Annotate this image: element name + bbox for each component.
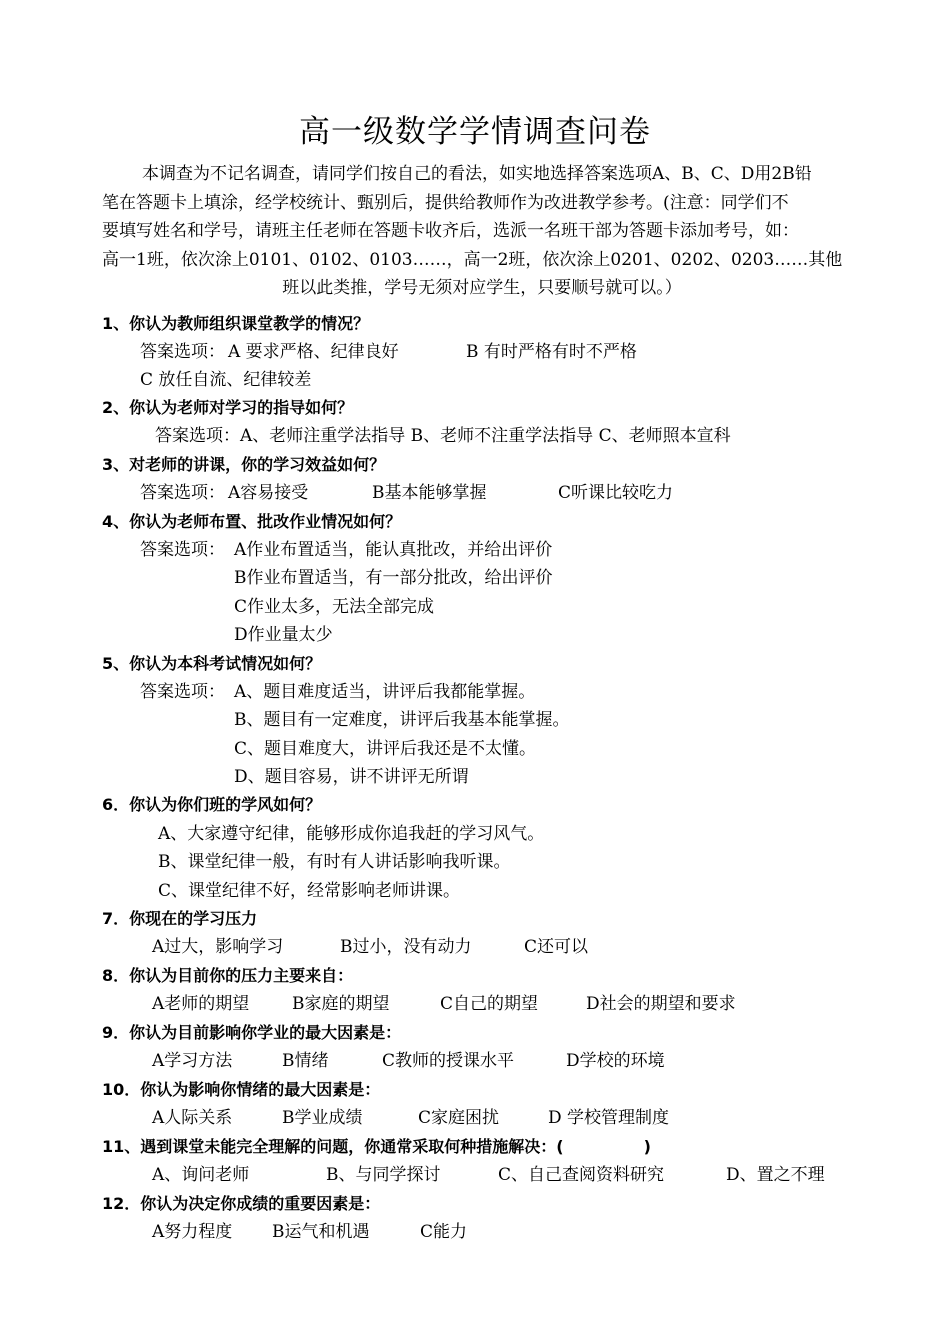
option-b: B基本能够掌握 bbox=[372, 483, 487, 503]
question-5: 5、你认为本科考试情况如何？ bbox=[102, 654, 322, 673]
question-11: 11、遇到课堂未能完全理解的问题，你通常采取何种措施解决：( ) bbox=[102, 1137, 651, 1156]
option-c: C还可以 bbox=[524, 937, 589, 957]
option-b: B学业成绩 bbox=[282, 1108, 363, 1128]
option-b: B过小，没有动力 bbox=[340, 937, 472, 957]
option-d: D社会的期望和要求 bbox=[586, 994, 736, 1014]
question-8: 8．你认为目前你的压力主要来自： bbox=[102, 966, 354, 985]
question-2: 2、你认为老师对学习的指导如何？ bbox=[102, 398, 354, 417]
option-c: C 放任自流、纪律较差 bbox=[140, 370, 312, 390]
option-c: C教师的授课水平 bbox=[382, 1051, 515, 1071]
option-c: C、自己查阅资料研究 bbox=[498, 1165, 665, 1185]
option-a: A老师的期望 bbox=[152, 994, 250, 1014]
option-b: B情绪 bbox=[282, 1051, 329, 1071]
option-d: D学校的环境 bbox=[566, 1051, 665, 1071]
question-3: 3、对老师的讲课，你的学习效益如何？ bbox=[102, 455, 386, 474]
intro-line: 笔在答题卡上填涂，经学校统计、甄别后，提供给教师作为改进教学参考。(注意：同学们不 bbox=[102, 192, 789, 213]
option-b: B 有时严格有时不严格 bbox=[466, 342, 637, 362]
option-a: A过大，影响学习 bbox=[152, 937, 284, 957]
option-a: A容易接受 bbox=[228, 483, 309, 503]
option-c: C家庭困扰 bbox=[418, 1108, 500, 1128]
question-1: 1、你认为教师组织课堂教学的情况？ bbox=[102, 314, 370, 333]
option-d: D、题目容易，讲不讲评无所谓 bbox=[234, 767, 469, 787]
option-c: C听课比较吃力 bbox=[558, 483, 674, 503]
answer-prefix: 答案选项： bbox=[140, 682, 225, 702]
option-c: C能力 bbox=[420, 1222, 468, 1242]
option-d: D作业量太少 bbox=[234, 625, 333, 645]
option-c: C作业太多，无法全部完成 bbox=[234, 597, 435, 617]
page-title: 高一级数学学情调查问卷 bbox=[299, 114, 651, 150]
option-d: D、置之不理 bbox=[726, 1165, 825, 1185]
option-b: B、题目有一定难度，讲评后我基本能掌握。 bbox=[234, 710, 570, 730]
intro-paragraph bbox=[102, 160, 862, 303]
option-c: C、题目难度大，讲评后我还是不太懂。 bbox=[234, 739, 537, 759]
question-4: 4、你认为老师布置、批改作业情况如何？ bbox=[102, 512, 402, 531]
intro-line: 班以此类推，学号无须对应学生，只要顺号就可以。） bbox=[282, 278, 682, 298]
option-a: A努力程度 bbox=[152, 1222, 233, 1242]
question-9: 9．你认为目前影响你学业的最大因素是： bbox=[102, 1023, 402, 1042]
question-10: 10．你认为影响你情绪的最大因素是： bbox=[102, 1080, 381, 1099]
answer-prefix: 答案选项： bbox=[140, 540, 225, 560]
question-7: 7．你现在的学习压力 bbox=[102, 909, 258, 928]
intro-line: 本调查为不记名调查，请同学们按自己的看法，如实地选择答案选项A、B、C、D用2B铅 bbox=[142, 164, 812, 184]
question-12: 12．你认为决定你成绩的重要因素是： bbox=[102, 1194, 381, 1213]
intro-line: 高一1班，依次涂上0101、0102、0103……，高一2班，依次涂上0201、0202、0203……其他 bbox=[102, 249, 843, 270]
option-a: A、询问老师 bbox=[152, 1165, 250, 1185]
option-a: A学习方法 bbox=[152, 1051, 233, 1071]
answer-prefix: 答案选项： bbox=[140, 342, 225, 362]
option-b: B作业布置适当，有一部分批改，给出评价 bbox=[234, 568, 553, 588]
option-a: A作业布置适当，能认真批改，并给出评价 bbox=[234, 540, 553, 560]
option-b: B家庭的期望 bbox=[292, 994, 390, 1014]
option-a: A、题目难度适当，讲评后我都能掌握。 bbox=[234, 682, 536, 702]
intro-line: 要填写姓名和学号，请班主任老师在答题卡收齐后，选派一名班干部为答题卡添加考号，如： bbox=[102, 221, 799, 241]
option-a: A、大家遵守纪律，能够形成你追我赶的学习风气。 bbox=[158, 824, 545, 844]
options-line: 答案选项：A、老师注重学法指导 B、老师不注重学法指导 C、老师照本宣科 bbox=[155, 426, 731, 446]
option-c: C自己的期望 bbox=[440, 994, 539, 1014]
answer-prefix: 答案选项： bbox=[140, 483, 225, 503]
option-b: B运气和机遇 bbox=[272, 1222, 370, 1242]
option-b: B、与同学探讨 bbox=[326, 1165, 441, 1185]
option-b: B、课堂纪律一般，有时有人讲话影响我听课。 bbox=[158, 852, 511, 872]
option-c: C、课堂纪律不好，经常影响老师讲课。 bbox=[158, 881, 461, 901]
question-6: 6．你认为你们班的学风如何？ bbox=[102, 795, 322, 814]
option-a: A 要求严格、纪律良好 bbox=[228, 342, 399, 362]
option-a: A人际关系 bbox=[152, 1108, 233, 1128]
option-d: D 学校管理制度 bbox=[548, 1108, 670, 1128]
